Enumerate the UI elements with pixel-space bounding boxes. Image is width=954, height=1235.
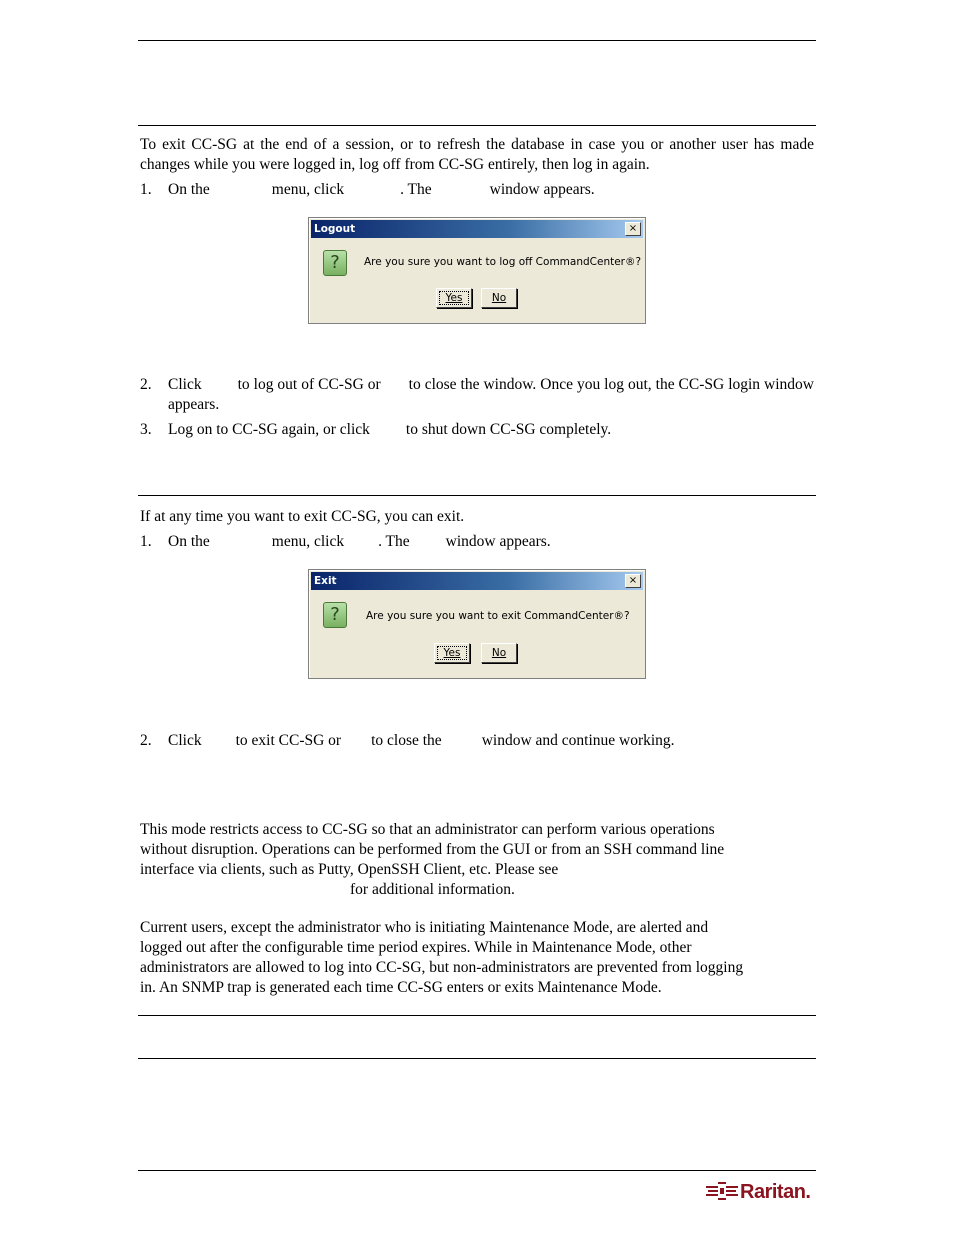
- section-rule-exit: [138, 495, 816, 496]
- section-rule-logout: [138, 125, 816, 126]
- close-icon[interactable]: ×: [625, 222, 641, 236]
- step-text: menu, click: [271, 181, 345, 198]
- step-text: to exit CC-SG or: [235, 732, 342, 749]
- step-text: window and continue working.: [481, 732, 675, 749]
- step-text: window appears.: [489, 181, 595, 198]
- yes-button[interactable]: Yes: [436, 288, 472, 308]
- dialog-titlebar: [311, 572, 643, 590]
- dialog-titlebar: [311, 220, 643, 238]
- step-number: 3.: [140, 421, 152, 438]
- maintenance-para-2: [140, 918, 814, 998]
- step-text: to log out of CC-SG or: [237, 376, 381, 393]
- exit-intro: If at any time you want to exit CC-SG, you can exit.: [140, 508, 465, 525]
- dialog-message: Are you sure you want to exit CommandCenter®?: [366, 610, 630, 622]
- question-icon: ?: [323, 602, 347, 628]
- text-line: logged out after the configurable time period expires. While in Maintenance Mode, other: [140, 939, 692, 956]
- dialog-title: Logout: [314, 223, 356, 235]
- maintenance-para-1: [140, 820, 814, 900]
- step-text: Click: [168, 732, 202, 749]
- dialog-message: Are you sure you want to log off CommandCenter®?: [364, 256, 642, 268]
- no-button[interactable]: No: [481, 643, 517, 663]
- step-text: . The: [378, 533, 410, 550]
- step-text: to close the window. Once you log out, the CC-SG login window appears.: [168, 376, 814, 413]
- logout-dialog: [308, 217, 646, 324]
- step-text: . The: [400, 181, 432, 198]
- raritan-logo-mark-icon: [706, 1178, 738, 1206]
- logout-step-1: [140, 180, 814, 200]
- exit-step-1: [140, 532, 814, 552]
- step-text: Click: [168, 376, 202, 393]
- yes-button[interactable]: Yes: [434, 643, 470, 663]
- logout-intro: To exit CC-SG at the end of a session, or to refresh the database in case you or another user has made changes while you were logged in, log off from CC-SG entirely, then log in again.: [140, 136, 814, 173]
- step-text: to close the: [371, 732, 442, 749]
- dialog-title: Exit: [314, 575, 337, 587]
- step-text: menu, click: [271, 533, 345, 550]
- text-line: interface via clients, such as Putty, OpenSSH Client, etc. Please see: [140, 861, 559, 878]
- text-line: Current users, except the administrator who is initiating Maintenance Mode, are alerted and: [140, 919, 709, 936]
- step-text: window appears.: [445, 533, 551, 550]
- step-number: 1.: [140, 533, 152, 550]
- section-rule-2: [138, 1058, 816, 1059]
- step-number: 1.: [140, 181, 152, 198]
- footer-rule: [138, 1170, 816, 1171]
- section-rule-1: [138, 1015, 816, 1016]
- no-button[interactable]: No: [481, 288, 517, 308]
- step-text: On the: [168, 181, 210, 198]
- text-line: This mode restricts access to CC-SG so that an administrator can perform various operations: [140, 821, 715, 838]
- step-number: 2.: [140, 376, 152, 393]
- step-text: to shut down CC-SG completely.: [405, 421, 612, 438]
- step-text: On the: [168, 533, 210, 550]
- text-line: without disruption. Operations can be performed from the GUI or from an SSH command line: [140, 841, 725, 858]
- logo-wordmark: Raritan.: [740, 1181, 811, 1203]
- exit-step-2: [140, 731, 814, 751]
- step-text: Log on to CC-SG again, or click: [168, 421, 370, 438]
- header-rule: [138, 40, 816, 41]
- step-number: 2.: [140, 732, 152, 749]
- text-line: for additional information.: [350, 881, 515, 898]
- close-icon[interactable]: ×: [625, 574, 641, 588]
- logout-step-3: [140, 420, 814, 440]
- exit-dialog: [308, 569, 646, 679]
- raritan-logo: [706, 1178, 814, 1206]
- text-line: in. An SNMP trap is generated each time CC-SG enters or exits Maintenance Mode.: [140, 979, 662, 996]
- logout-step-2: [140, 375, 814, 415]
- question-icon: ?: [323, 250, 347, 276]
- text-line: administrators are allowed to log into CC-SG, but non-administrators are prevented from logging: [140, 959, 744, 976]
